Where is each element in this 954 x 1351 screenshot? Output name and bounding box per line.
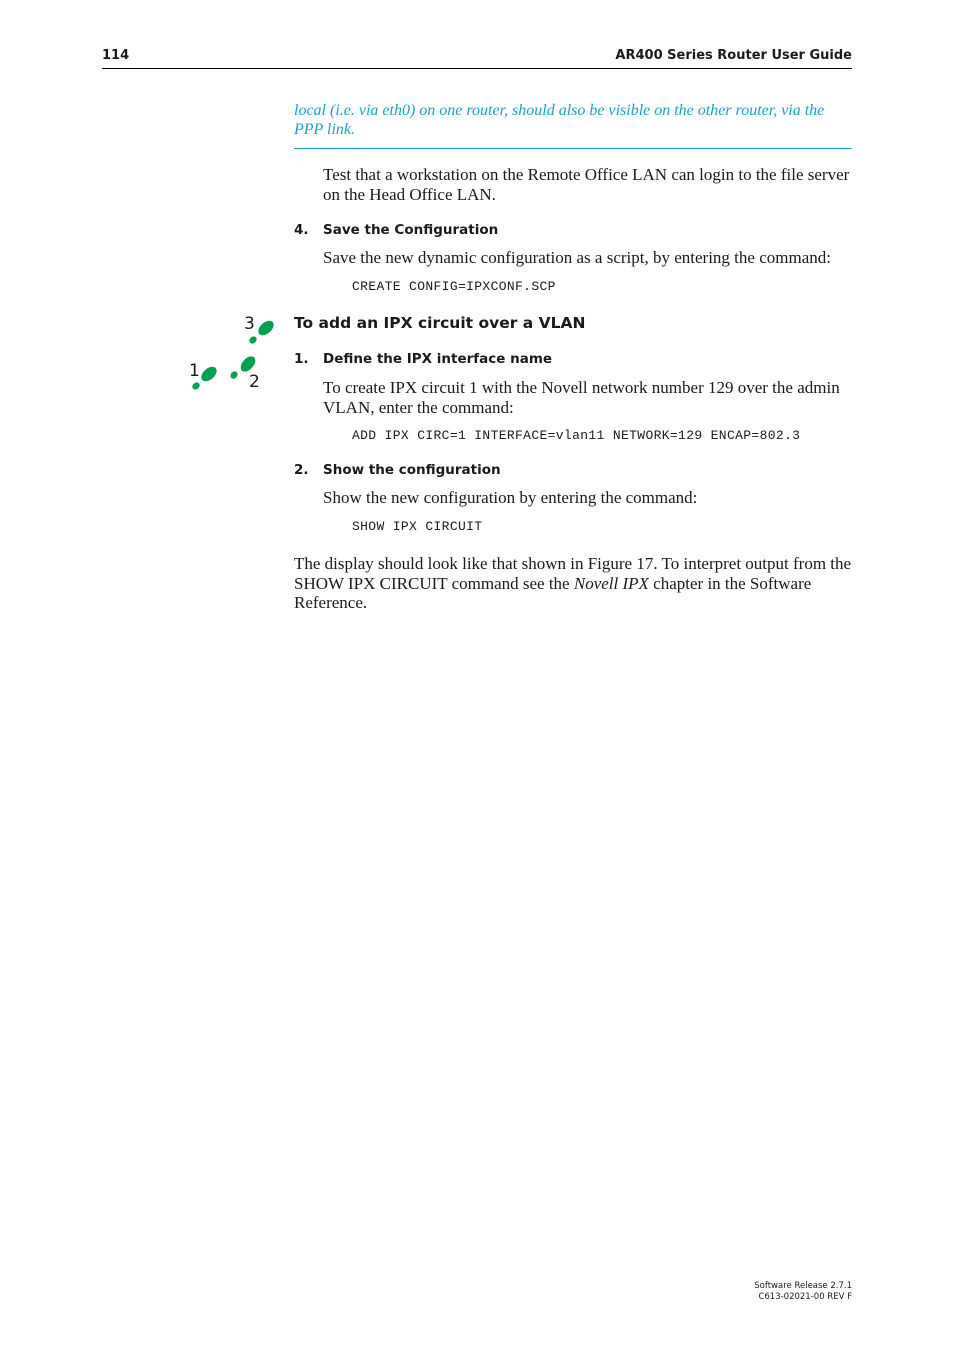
step-2-command: SHOW IPX CIRCUIT <box>352 519 483 534</box>
step-4-body: Save the new dynamic configuration as a script, by entering the command: <box>323 248 831 267</box>
footer <box>754 1281 852 1303</box>
step-1-number: 1. <box>294 351 309 367</box>
section-title: To add an IPX circuit over a VLAN <box>294 314 586 332</box>
step-1-title: Define the IPX interface name <box>323 351 553 367</box>
step-4-number: 4. <box>294 222 309 238</box>
step-2-title: Show the configuration <box>323 462 501 478</box>
note-text: local (i.e. via eth0) on one router, should also be visible on the other router, via the PPP link. <box>294 102 825 138</box>
note-rule <box>294 148 852 149</box>
step-1-body: To create IPX circuit 1 with the Novell network number 129 over the admin VLAN, enter the command: <box>323 378 840 417</box>
footstep-label-3: 3 <box>244 314 255 334</box>
closing-text-before: The display should look like that shown in Figure 17. To interpret output from the SHOW IPX CIRCUIT command see the <box>294 554 852 593</box>
footstep-label-1: 1 <box>189 361 200 381</box>
step-4-command: CREATE CONFIG=IPXCONF.SCP <box>352 279 556 294</box>
step-2-number: 2. <box>294 462 309 478</box>
running-header-title: AR400 Series Router User Guide <box>615 48 852 63</box>
chapter-reference: Novell IPX <box>573 573 649 593</box>
footstep-label-2: 2 <box>249 372 260 392</box>
footer-doc-id: C613-02021-00 REV F <box>758 1292 852 1302</box>
footer-release: Software Release 2.7.1 <box>754 1281 852 1291</box>
test-paragraph: Test that a workstation on the Remote Office LAN can login to the file server on the Head Office LAN. <box>323 165 850 204</box>
step-2-body: Show the new configuration by entering the command: <box>323 488 698 507</box>
closing-text-after: chapter in the Software Reference. <box>294 573 812 612</box>
page-number: 114 <box>102 48 130 63</box>
step-1-command: ADD IPX CIRC=1 INTERFACE=vlan11 NETWORK=129 ENCAP=802.3 <box>352 428 801 443</box>
header-rule <box>102 68 852 69</box>
closing-paragraph <box>294 554 856 613</box>
footsteps-icon <box>186 312 278 396</box>
step-4-title: Save the Configuration <box>323 222 499 238</box>
